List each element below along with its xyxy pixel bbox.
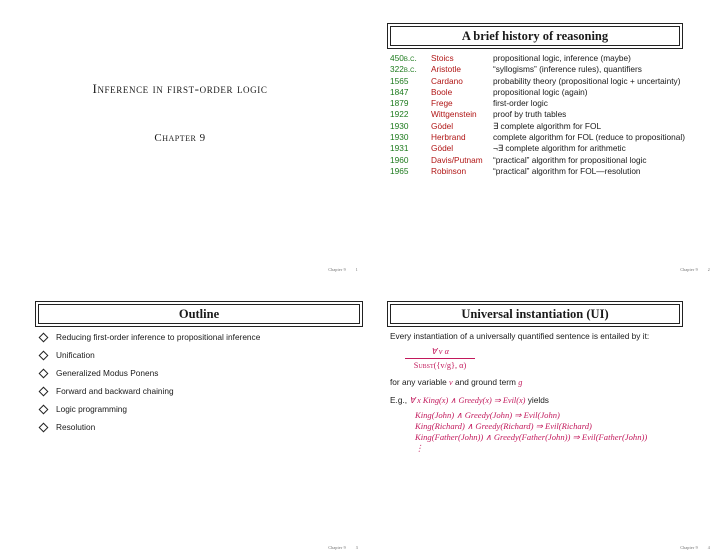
slide4-footer [680,545,710,550]
timeline-row [390,87,720,98]
history-timeline [390,53,720,177]
timeline-year: 322b.c. [390,64,417,75]
example-line: King(John) ∧ Greedy(John) ⇒ Evil(John) [415,410,560,420]
timeline-desc: ¬∃ complete algorithm for arithmetic [493,143,626,154]
timeline-year: 1847 [390,86,409,97]
timeline-row [390,98,720,109]
ui-example-intro: E.g., ∀ x King(x) ∧ Greedy(x) ⇒ Evil(x) yields [390,395,549,405]
timeline-desc: propositional logic (again) [493,86,588,97]
slide1-footer [328,267,358,272]
ui-examples [415,410,647,454]
footer-page: 1 [355,267,358,272]
slide2-title: A brief history of reasoning [390,26,680,46]
timeline-row [390,155,720,166]
rule-numerator: ∀ v α [431,347,449,356]
outline-item: Generalized Modus Ponens [38,364,260,382]
footer-page: 2 [707,267,710,272]
footer-chapter: Chapter 9 [680,545,698,550]
timeline-desc: ∃ complete algorithm for FOL [493,120,602,131]
timeline-person: Gödel [431,120,454,131]
diamond-bullet-icon [39,368,49,378]
timeline-year: 1960 [390,154,409,165]
timeline-year: 1930 [390,120,409,131]
timeline-desc: probability theory (propositional logic + uncertainty) [493,75,681,86]
ui-for-any: for any variable v and ground term g [390,377,523,387]
outline-item: Logic programming [38,400,260,418]
timeline-person: Robinson [431,165,467,176]
slide-universal-instantiation [390,300,710,550]
footer-chapter: Chapter 9 [328,545,346,550]
slide-history [390,22,710,272]
slide4-title: Universal instantiation (UI) [390,304,680,324]
timeline-desc: complete algorithm for FOL (reduce to propositional) [493,132,685,143]
slide2-footer [680,267,710,272]
slide-title-page [38,22,358,272]
slide-outline [38,300,358,550]
timeline-row [390,76,720,87]
timeline-desc: “practical” algorithm for FOL—resolution [493,165,641,176]
diamond-bullet-icon [39,386,49,396]
timeline-year: 450b.c. [390,53,417,63]
outline-item: Resolution [38,418,260,436]
timeline-desc: “syllogisms” (inference rules), quantifiers [493,64,642,75]
timeline-person: Wittgenstein [431,109,477,120]
timeline-person: Davis/Putnam [431,154,483,165]
footer-chapter: Chapter 9 [680,267,698,272]
timeline-year: 1930 [390,132,409,143]
timeline-desc: propositional logic, inference (maybe) [493,53,631,63]
example-line: King(Richard) ∧ Greedy(Richard) ⇒ Evil(Richard) [415,421,592,431]
timeline-desc: proof by truth tables [493,109,567,120]
timeline-person: Aristotle [431,64,461,75]
timeline-desc: first-order logic [493,98,548,109]
timeline-row [390,109,720,120]
diamond-bullet-icon [39,422,49,432]
timeline-person: Herbrand [431,132,466,143]
diamond-bullet-icon [39,350,49,360]
slide3-footer [328,545,358,550]
footer-chapter: Chapter 9 [328,267,346,272]
timeline-person: Cardano [431,75,463,86]
timeline-row [390,121,720,132]
outline-list [38,328,260,436]
timeline-person: Stoics [431,53,454,63]
outline-item: Reducing first-order inference to propositional inference [38,328,260,346]
ui-intro: Every instantiation of a universally quantified sentence is entailed by it: [390,331,650,341]
timeline-person: Boole [431,86,453,97]
timeline-row [390,132,720,143]
timeline-year: 1565 [390,75,409,86]
slide1-chapter: Chapter 9 [154,132,206,144]
outline-item: Unification [38,346,260,364]
slide1-title: Inference in first-order logic [92,81,268,96]
timeline-row [390,143,720,154]
example-line: King(Father(John)) ∧ Greedy(Father(John)) ⇒ Evil(Father(John)) [415,432,648,442]
rule-denominator: Subst({v/g}, α) [413,361,467,370]
example-ellipsis: ⋮ [415,443,424,453]
timeline-year: 1922 [390,109,409,120]
timeline-year: 1931 [390,143,409,154]
timeline-row [390,64,720,75]
timeline-desc: “practical” algorithm for propositional logic [493,154,647,165]
timeline-row [390,166,720,177]
footer-page: 3 [355,545,358,550]
inference-rule [400,346,480,370]
timeline-year: 1965 [390,165,409,176]
slide3-title: Outline [38,304,360,324]
footer-page: 4 [707,545,710,550]
outline-item: Forward and backward chaining [38,382,260,400]
diamond-bullet-icon [39,332,49,342]
timeline-year: 1879 [390,98,409,109]
timeline-row [390,53,720,64]
timeline-person: Gödel [431,143,454,154]
timeline-person: Frege [431,98,453,109]
diamond-bullet-icon [39,404,49,414]
